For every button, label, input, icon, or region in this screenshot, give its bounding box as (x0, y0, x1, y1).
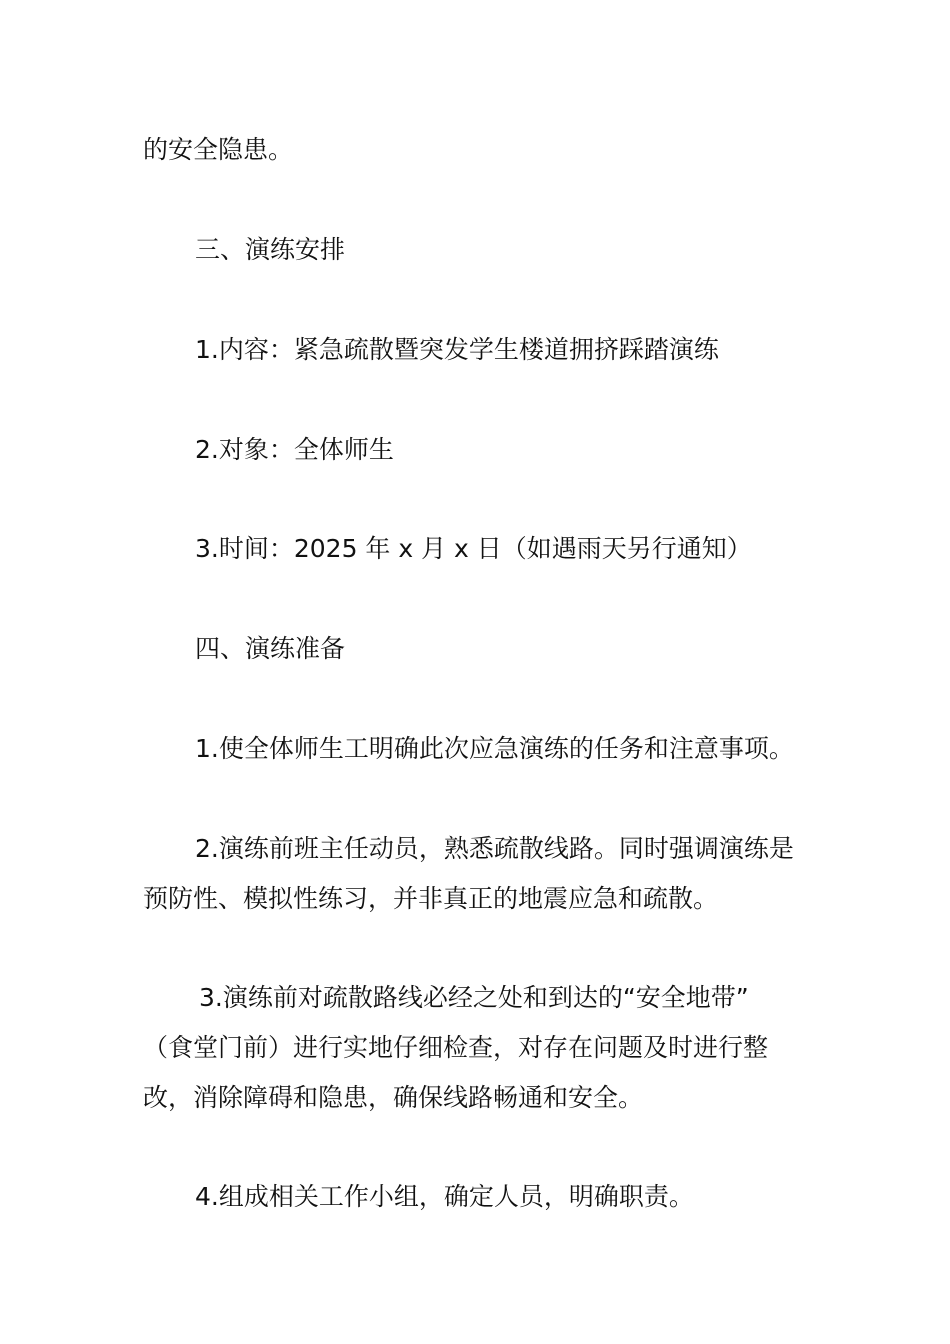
arrangement-item-content: 1.内容：紧急疏散暨突发学生楼道拥挤踩踏演练 (195, 335, 719, 364)
preparation-item-1: 1.使全体师生工明确此次应急演练的任务和注意事项。 (195, 734, 794, 763)
preparation-item-3 (143, 973, 823, 1123)
preparation-item-3-line-1: 3.演练前对疏散路线必经之处和到达的“安全地带” (199, 983, 749, 1012)
preparation-item-4: 4.组成相关工作小组，确定人员，明确职责。 (195, 1182, 694, 1211)
preparation-item-3-line-3: 改，消除障碍和隐患，确保线路畅通和安全。 (143, 1083, 644, 1112)
preparation-item-2 (143, 824, 823, 924)
arrangement-item-time: 3.时间：2025 年 x 月 x 日（如遇雨天另行通知） (195, 534, 752, 563)
continuation-text: 的安全隐患。 (143, 135, 294, 164)
section-heading-preparation: 四、演练准备 (195, 634, 346, 663)
arrangement-item-participants: 2.对象：全体师生 (195, 435, 394, 464)
preparation-item-2-line-2: 预防性、模拟性练习，并非真正的地震应急和疏散。 (143, 884, 719, 913)
section-heading-arrangement: 三、演练安排 (195, 235, 346, 264)
preparation-item-3-line-2: （食堂门前）进行实地仔细检查，对存在问题及时进行整 (143, 1033, 769, 1062)
preparation-item-2-line-1: 2.演练前班主任动员，熟悉疏散线路。同时强调演练是 (195, 834, 794, 863)
